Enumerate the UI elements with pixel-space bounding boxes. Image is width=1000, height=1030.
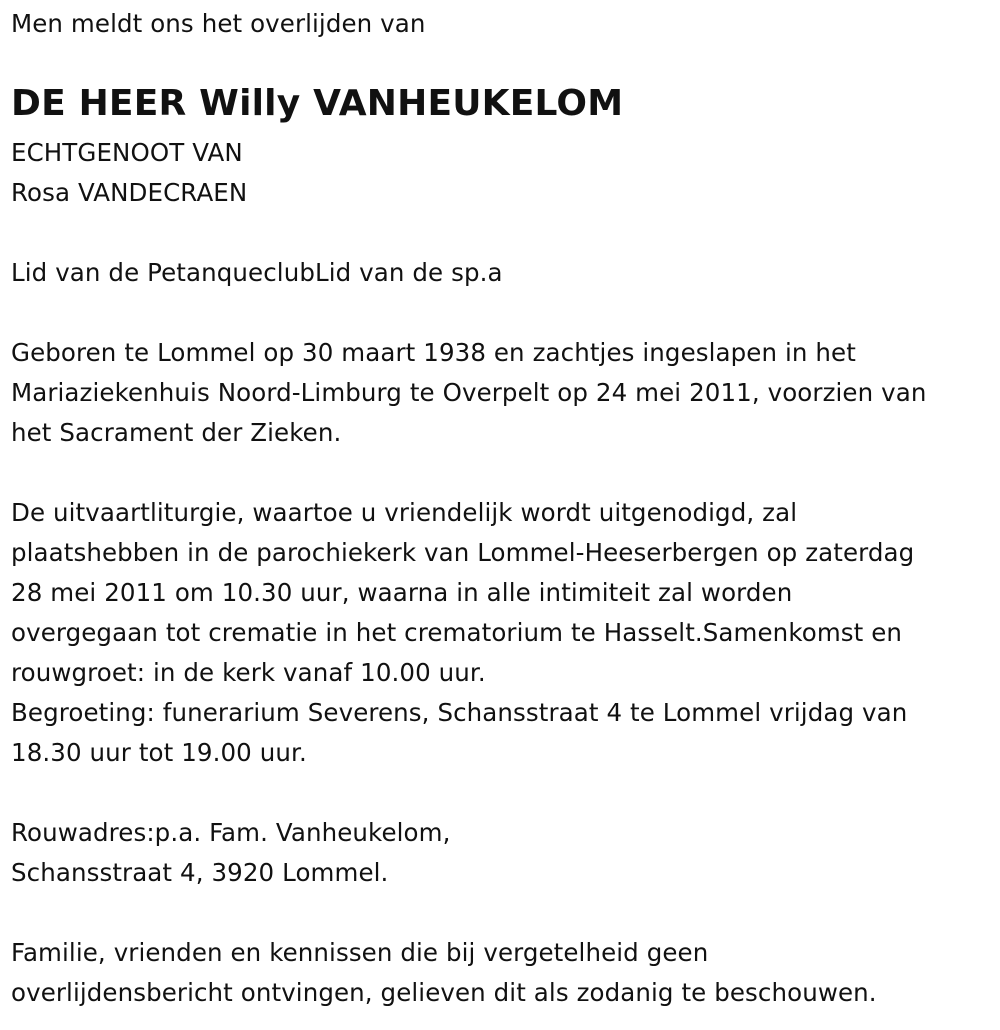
- funeral-line: 28 mei 2011 om 10.30 uur, waarna in alle intimiteit zal worden: [11, 578, 793, 607]
- closing-line: overlijdensbericht ontvingen, gelieven dit als zodanig te beschouwen.: [11, 978, 877, 1007]
- funeral-line: rouwgroet: in de kerk vanaf 10.00 uur.: [11, 658, 486, 687]
- funeral-line: overgegaan tot crematie in het crematorium te Hasselt.Samenkomst en: [11, 618, 903, 647]
- intro-text: Men meldt ons het overlijden van: [11, 9, 426, 38]
- address-line: Schansstraat 4, 3920 Lommel.: [11, 858, 389, 887]
- memberships-text: Lid van de PetanqueclubLid van de sp.a: [11, 258, 503, 287]
- spouse-label: ECHTGENOOT VAN: [11, 138, 243, 167]
- address-line: Rouwadres:p.a. Fam. Vanheukelom,: [11, 818, 451, 847]
- closing-line: Familie, vrienden en kennissen die bij vergetelheid geen: [11, 938, 709, 967]
- funeral-line: De uitvaartliturgie, waartoe u vriendelijk wordt uitgenodigd, zal: [11, 498, 798, 527]
- birth-death-line: Geboren te Lommel op 30 maart 1938 en zachtjes ingeslapen in het: [11, 338, 856, 367]
- funeral-line: 18.30 uur tot 19.00 uur.: [11, 738, 307, 767]
- birth-death-line: Mariaziekenhuis Noord-Limburg te Overpelt op 24 mei 2011, voorzien van: [11, 378, 927, 407]
- birth-death-line: het Sacrament der Zieken.: [11, 418, 342, 447]
- spouse-name: Rosa VANDECRAEN: [11, 178, 248, 207]
- funeral-line: plaatshebben in de parochiekerk van Lommel-Heeserbergen op zaterdag: [11, 538, 915, 567]
- deceased-name: DE HEER Willy VANHEUKELOM: [11, 83, 624, 124]
- funeral-line: Begroeting: funerarium Severens, Schansstraat 4 te Lommel vrijdag van: [11, 698, 908, 727]
